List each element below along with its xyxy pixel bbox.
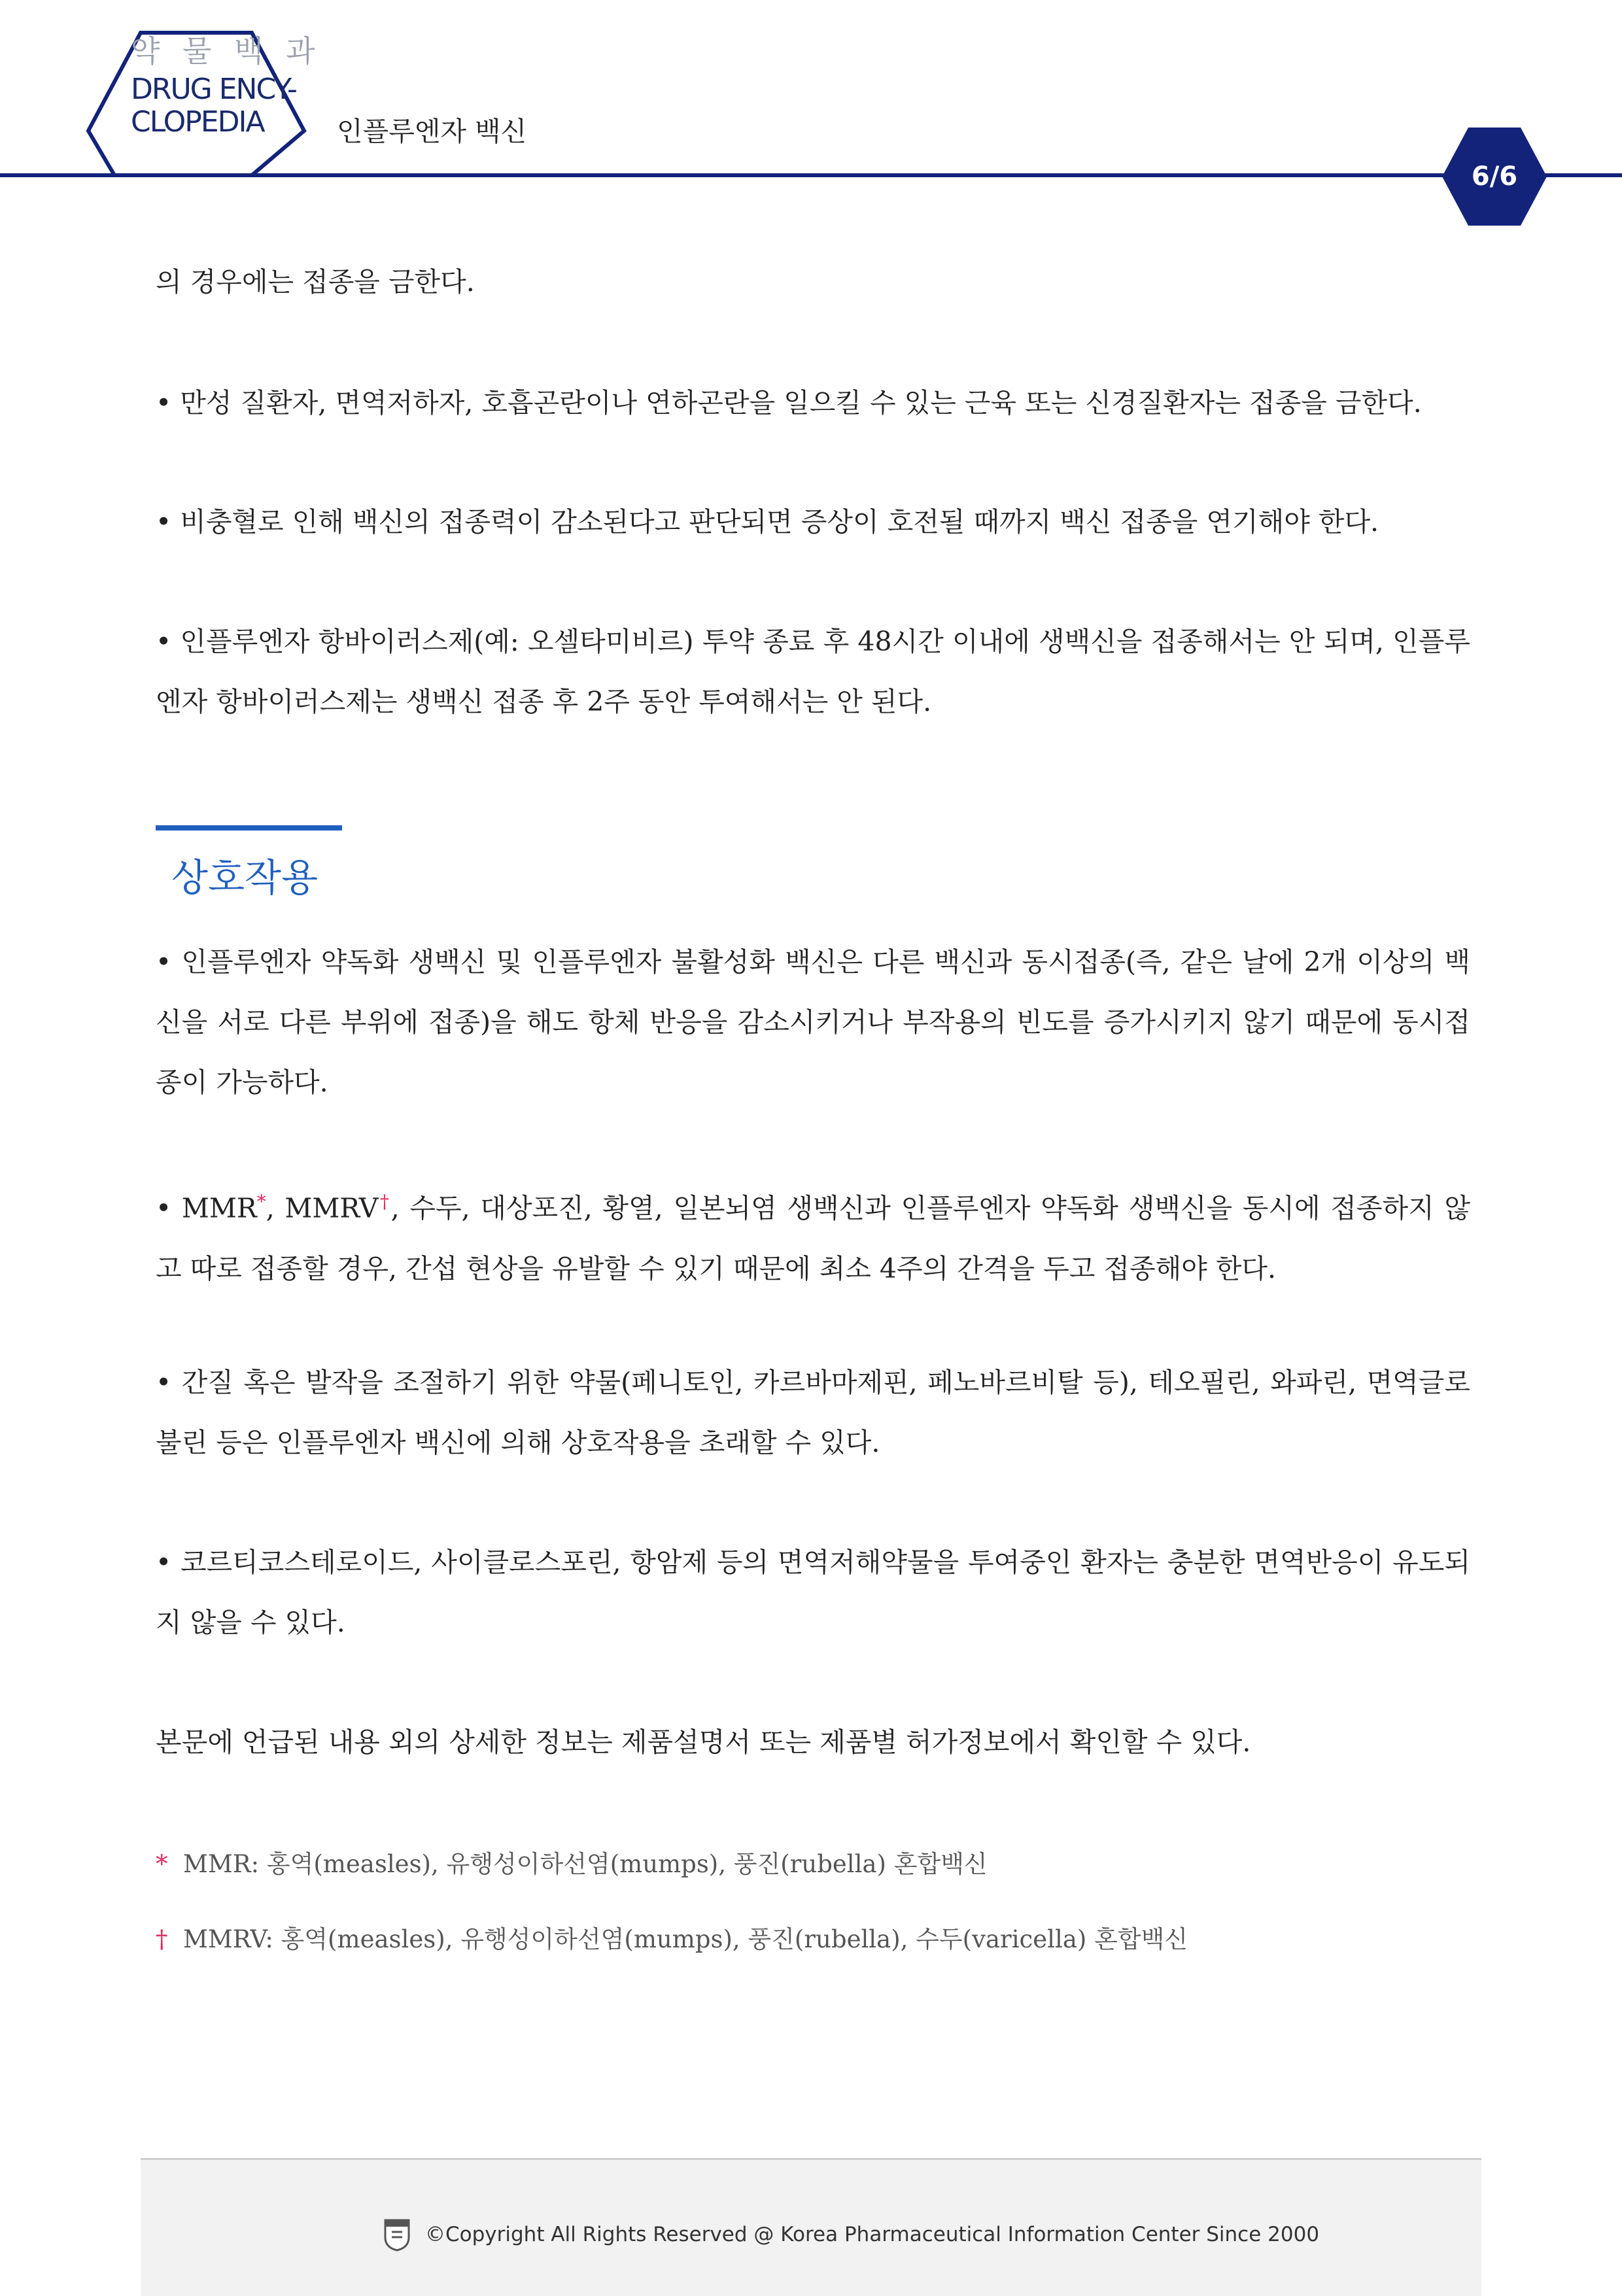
footnote-text: MMRV: 홍역(measles), 유행성이하선염(mumps), 풍진(rubella), 수두(varicella) 혼합백신 — [183, 1925, 1188, 1953]
logo-korean: 약 물 백 과 — [131, 33, 322, 69]
interaction-text: , MMRV — [266, 1192, 379, 1224]
interaction-bullet-4: • 코르티코스테로이드, 사이클로스포린, 항암제 등의 면역저해약물을 투여중인 환자는 충분한 면역반응이 유도되지 않을 수 있다. — [156, 1547, 1470, 1638]
page-header — [0, 0, 1622, 235]
footnote-marker-star: * — [256, 1191, 266, 1212]
logo-english-line2: CLOPEDIA — [131, 105, 264, 139]
section-divider — [156, 825, 342, 831]
body-paragraph-1: 의 경우에는 접종을 금한다. — [156, 266, 475, 298]
page-number-badge — [1442, 128, 1547, 226]
interaction-bullet-3: • 간질 혹은 발작을 조절하기 위한 약물(페니토인, 카르바마제핀, 페노바르비탈 등), 테오필린, 와파린, 면역글로불린 등은 인플루엔자 백신에 의해 상호작용을 초래할 수 있다. — [156, 1367, 1470, 1458]
footnote-text: MMR: 홍역(measles), 유행성이하선염(mumps), 풍진(rubella) 혼합백신 — [183, 1850, 988, 1878]
body-bullet-2: • 비충혈로 인해 백신의 접종력이 감소된다고 판단되면 증상이 호전될 때까지 백신 접종을 연기해야 한다. — [156, 506, 1379, 538]
logo-english-line1: DRUG ENCY- — [131, 73, 296, 106]
interaction-bullet-1: • 인플루엔자 약독화 생백신 및 인플루엔자 불활성화 백신은 다른 백신과 동시접종(즉, 같은 날에 2개 이상의 백신을 서로 다른 부위에 접종)을 해도 항체 반응을 감소시키거나 부작용의 빈도를 증가시키지 않기 때문에 동시접종이 가능하다. — [156, 946, 1470, 1098]
document-title: 인플루엔자 백신 — [337, 116, 527, 147]
interaction-bullet-2 — [156, 1172, 1470, 1299]
footnote-mark: * — [156, 1850, 168, 1878]
page-footer — [141, 2158, 1481, 2296]
footnote-marker-dagger: † — [378, 1191, 391, 1212]
logo — [131, 27, 322, 139]
body-bullet-3: • 인플루엔자 항바이러스제(예: 오셀타미비르) 투약 종료 후 48시간 이내에 생백신을 접종해서는 안 되며, 인플루엔자 항바이러스제는 생백신 접종 후 2주 동안 투여해서는 안 된다. — [156, 626, 1470, 717]
section-title: 상호작용 — [171, 855, 319, 900]
page-number: 6/6 — [1471, 162, 1518, 192]
footnote-mark: † — [156, 1925, 168, 1953]
reference-note: 본문에 언급된 내용 외의 상세한 정보는 제품설명서 또는 제품별 허가정보에서 확인할 수 있다. — [156, 1726, 1251, 1758]
footnote-mmrv — [156, 1919, 1188, 1955]
kpic-emblem-icon — [383, 2218, 411, 2252]
footnote-mmr — [156, 1844, 988, 1879]
interaction-text: • MMR — [156, 1192, 257, 1224]
body-bullet-1: • 만성 질환자, 면역저하자, 호흡곤란이나 연하곤란을 일으킬 수 있는 근육 또는 신경질환자는 접종을 금한다. — [156, 387, 1422, 419]
copyright-text: ©Copyright All Rights Reserved @ Korea Pharmaceutical Information Center Since 2000 — [425, 2223, 1320, 2246]
interaction-text: , 수두, 대상포진, 황열, 일본뇌염 생백신과 인플루엔자 약독화 생백신을 동시에 접종하지 않고 따로 접종할 경우, 간섭 현상을 유발할 수 있기 때문에 최소 4주의 간격을 두고 접종해야 한다. — [156, 1192, 1470, 1284]
